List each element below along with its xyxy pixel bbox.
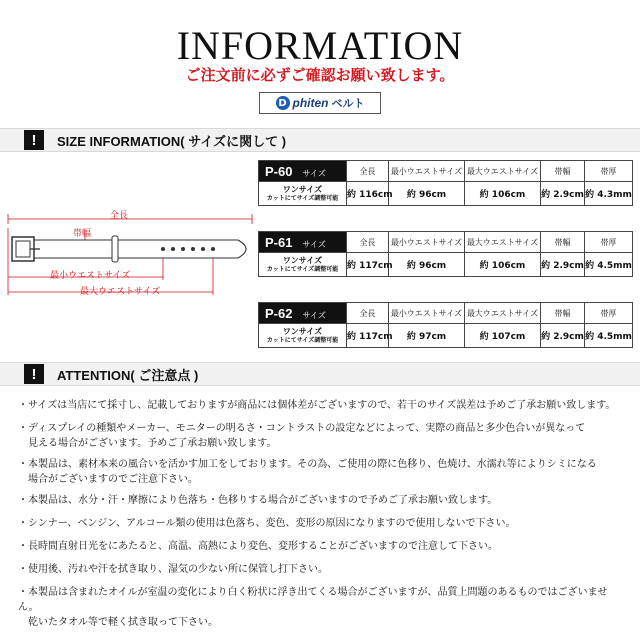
min-waist-label: 最小ウエストサイズ xyxy=(50,271,131,281)
belt-hole xyxy=(201,247,205,251)
header-thickness: 帯厚 xyxy=(585,232,633,253)
value-min-waist: 約 96cm xyxy=(389,253,465,277)
belt-hole xyxy=(171,247,175,251)
header-min-waist: 最小ウエストサイズ xyxy=(389,161,465,182)
attention-section-bar xyxy=(0,362,640,386)
value-total-length: 約 117cm xyxy=(347,324,389,348)
value-max-waist: 約 107cm xyxy=(465,324,541,348)
attention-item: ・本製品は、素材本来の風合いを活かす加工をしております。その為、ご使用の際に色移り、色焼け、水濡れ等によりシミになる 場合がございますのでご注意下さい。 xyxy=(18,459,597,485)
value-min-waist: 約 96cm xyxy=(389,182,465,206)
total-length-label: 全長 xyxy=(110,211,129,221)
value-total-length: 約 117cm xyxy=(347,253,389,277)
phiten-logo-icon: D xyxy=(276,96,290,110)
belt-width-label: 帯幅 xyxy=(73,229,92,239)
belt-hole xyxy=(161,247,165,251)
attention-item: ・使用後、汚れや汗を拭き取り、湿気の少ない所に保管し打下さい。 xyxy=(18,564,328,575)
warning-icon: ! xyxy=(24,130,44,150)
value-thickness: 約 4.5mm xyxy=(585,324,633,348)
belt-keeper xyxy=(112,236,118,262)
spec-table-p60 xyxy=(258,160,633,206)
header-min-waist: 最小ウエストサイズ xyxy=(389,232,465,253)
warning-icon: ! xyxy=(24,364,44,384)
value-width: 約 2.9cm xyxy=(541,182,585,206)
belt-hole xyxy=(181,247,185,251)
attention-item: ・シンナー、ベンジン、アルコール類の使用は色落ち、変色、変形の原因になりますので使用しないで下さい。 xyxy=(18,518,516,529)
size-section-title: SIZE INFORMATION( サイズに関して ) xyxy=(57,133,287,149)
row-label: ワンサイズ カットにてサイズ調整可能 xyxy=(259,253,347,277)
value-max-waist: 約 106cm xyxy=(465,253,541,277)
attention-list xyxy=(18,398,626,636)
value-min-waist: 約 97cm xyxy=(389,324,465,348)
header-max-waist: 最大ウエストサイズ xyxy=(465,303,541,324)
spec-table-p62 xyxy=(258,302,633,348)
value-thickness: 約 4.3mm xyxy=(585,182,633,206)
belt-diagram xyxy=(0,200,258,300)
row-label: ワンサイズ カットにてサイズ調整可能 xyxy=(259,324,347,348)
header-total-length: 全長 xyxy=(347,161,389,182)
belt-hole xyxy=(191,247,195,251)
attention-item: ・本製品は、水分・汗・摩擦により色落ち・色移りする場合がございますので予めご了承お願い致します。 xyxy=(18,495,498,506)
header-width: 帯幅 xyxy=(541,303,585,324)
header-min-waist: 最小ウエストサイズ xyxy=(389,303,465,324)
belt-hole xyxy=(211,247,215,251)
model-cell: P-60 サイズ xyxy=(259,161,347,182)
header-total-length: 全長 xyxy=(347,232,389,253)
max-waist-label: 最大ウエストサイズ xyxy=(80,287,161,297)
brand-suffix: ベルト xyxy=(331,97,365,110)
value-thickness: 約 4.5mm xyxy=(585,253,633,277)
value-max-waist: 約 106cm xyxy=(465,182,541,206)
row-label: ワンサイズ カットにてサイズ調整可能 xyxy=(259,182,347,206)
attention-section-title: ATTENTION( ご注意点 ) xyxy=(57,367,199,383)
value-total-length: 約 116cm xyxy=(347,182,389,206)
header-max-waist: 最大ウエストサイズ xyxy=(465,161,541,182)
value-width: 約 2.9cm xyxy=(541,253,585,277)
brand-logo xyxy=(259,92,381,114)
header-width: 帯幅 xyxy=(541,232,585,253)
page-title: INFORMATION xyxy=(176,23,464,68)
header-max-waist: 最大ウエストサイズ xyxy=(465,232,541,253)
attention-item: ・本製品は含まれたオイルが室温の変化により白く粉状に浮き出てくる場合がございますが、品質上問題のあるものではございません。 乾いたタオル等で軽く拭き取って下さい。 xyxy=(18,587,608,628)
attention-item: ・長時間直射日光をにあたると、高温、高熱により変色、変形することがございますので注意して下さい。 xyxy=(18,541,498,552)
brand-name: phiten xyxy=(292,96,329,110)
attention-item: ・ディスプレイの種類やメーカー、モニターの明るさ・コントラストの設定などによって、実際の商品と多少色合いが異なって 見える場合がございます。予めご了承お願い致します。 xyxy=(18,423,586,449)
model-cell: P-62 サイズ xyxy=(259,303,347,324)
model-cell: P-61 サイズ xyxy=(259,232,347,253)
header-thickness: 帯厚 xyxy=(585,161,633,182)
size-section-bar xyxy=(0,128,640,152)
header-thickness: 帯厚 xyxy=(585,303,633,324)
header-total-length: 全長 xyxy=(347,303,389,324)
page-subtitle: ご注文前に必ずご確認お願い致します。 xyxy=(185,66,455,84)
value-width: 約 2.9cm xyxy=(541,324,585,348)
attention-item: ・サイズは当店にて採寸し、記載しておりますが商品には個体差がございますので、若干のサイズ誤差は予めご了承お願い致します。 xyxy=(18,400,616,411)
header-width: 帯幅 xyxy=(541,161,585,182)
spec-table-p61 xyxy=(258,231,633,277)
